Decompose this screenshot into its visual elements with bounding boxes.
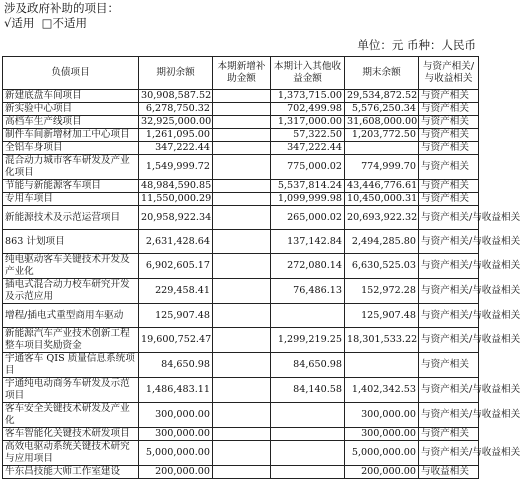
cell-category: 与资产相关/与收益相关 [419, 279, 479, 304]
cell-item: 高效电驱动系统关键技术研究与应用项目 [3, 441, 139, 466]
cell-to-income [271, 441, 345, 466]
cell-item: 增程/插电式重型商用车驱动 [3, 304, 139, 328]
cell-opening: 11,550,000.29 [139, 193, 213, 206]
cell-item: 插电式混合动力校车研究开发及示范应用 [3, 279, 139, 304]
cell-closing: 29,534,872.52 [345, 90, 419, 103]
table-row [3, 353, 479, 378]
cell-closing: 300,000.00 [345, 428, 419, 441]
header-new-subsidy: 本期新增补助金额 [213, 57, 271, 90]
cell-category: 与资产相关/与收益相关 [419, 378, 479, 403]
cell-closing: 774,999.70 [345, 155, 419, 180]
table-row [3, 193, 479, 206]
table-row [3, 279, 479, 304]
government-subsidy-table [2, 56, 520, 479]
cell-item: 新实验中心项目 [3, 103, 139, 116]
cell-closing: 200,000.00 [345, 466, 419, 479]
cell-category: 与资产相关/与收益相关 [419, 206, 479, 230]
cell-to-income [271, 428, 345, 441]
cell-new-subsidy [213, 353, 271, 378]
cell-item: 宇通纯电动商务车研发及示范项目 [3, 378, 139, 403]
applicability-options [4, 16, 87, 30]
cell-to-income: 1,099,999.98 [271, 193, 345, 206]
cell-new-subsidy [213, 155, 271, 180]
cell-to-income: 76,486.13 [271, 279, 345, 304]
cell-to-income [271, 403, 345, 428]
cell-category: 与资产相关 [419, 129, 479, 142]
cell-closing: 125,907.48 [345, 304, 419, 328]
cell-closing [345, 142, 419, 155]
cell-new-subsidy [213, 90, 271, 103]
cell-item: 客车智能化关键技术研发项目 [3, 428, 139, 441]
cell-category: 与资产相关 [419, 116, 479, 129]
cell-item: 专用车项目 [3, 193, 139, 206]
applicable-label: 适用 [11, 16, 35, 30]
cell-category: 与资产相关 [419, 428, 479, 441]
cell-new-subsidy [213, 103, 271, 116]
cell-to-income: 1,373,715.00 [271, 90, 345, 103]
header-category: 与资产相关/与收益相关 [419, 57, 479, 90]
cell-opening: 30,908,587.52 [139, 90, 213, 103]
cell-opening: 347,222.44 [139, 142, 213, 155]
table-row [3, 254, 479, 279]
table-row [3, 466, 479, 479]
cell-opening: 6,902,605.17 [139, 254, 213, 279]
cell-category: 与资产相关/与收益相关 [419, 304, 479, 328]
cell-opening: 48,984,590.85 [139, 180, 213, 193]
cell-to-income: 775,000.02 [271, 155, 345, 180]
cell-new-subsidy [213, 193, 271, 206]
cell-new-subsidy [213, 230, 271, 254]
cell-closing: 10,450,000.31 [345, 193, 419, 206]
cell-category: 与资产相关/与收益相关 [419, 230, 479, 254]
cell-closing: 5,576,250.34 [345, 103, 419, 116]
cell-opening: 6,278,750.32 [139, 103, 213, 116]
unit-currency-line: 单位：元 币种：人民币 [357, 38, 476, 52]
table-row [3, 180, 479, 193]
cell-opening: 300,000.00 [139, 428, 213, 441]
cell-opening: 1,486,483.11 [139, 378, 213, 403]
header-item: 负债项目 [3, 57, 139, 90]
not-applicable-label: 不适用 [52, 16, 88, 30]
cell-to-income: 84,140.58 [271, 378, 345, 403]
cell-item: 客车安全关键技术研发及产业化 [3, 403, 139, 428]
cell-item: 混合动力城市客车研发及产业化项目 [3, 155, 139, 180]
cell-closing: 300,000.00 [345, 403, 419, 428]
cell-new-subsidy [213, 466, 271, 479]
cell-closing: 1,402,342.53 [345, 378, 419, 403]
cell-category: 与资产相关 [419, 353, 479, 378]
cell-category: 与资产相关/与收益相关 [419, 441, 479, 466]
table-row [3, 378, 479, 403]
cell-to-income: 265,000.02 [271, 206, 345, 230]
cell-new-subsidy [213, 206, 271, 230]
cell-to-income: 347,222.44 [271, 142, 345, 155]
cell-closing: 2,494,285.80 [345, 230, 419, 254]
cell-item: 高档车生产线项目 [3, 116, 139, 129]
cell-category: 与资产相关/与收益相关 [419, 254, 479, 279]
cell-to-income: 272,080.14 [271, 254, 345, 279]
cell-new-subsidy [213, 129, 271, 142]
cell-new-subsidy [213, 279, 271, 304]
cell-category: 与资产相关 [419, 90, 479, 103]
cell-to-income: 137,142.84 [271, 230, 345, 254]
header-closing-balance: 期末余额 [345, 57, 419, 90]
cell-to-income: 1,299,219.25 [271, 328, 345, 353]
cell-opening: 5,000,000.00 [139, 441, 213, 466]
cell-new-subsidy [213, 378, 271, 403]
cell-to-income: 84,650.98 [271, 353, 345, 378]
cell-category: 与资产相关/与收益相关 [419, 328, 479, 353]
cell-to-income [271, 466, 345, 479]
cell-item: 新建底盘车间项目 [3, 90, 139, 103]
cell-item: 牛东昌技能大师工作室建设 [3, 466, 139, 479]
header-opening-balance: 期初余额 [139, 57, 213, 90]
cell-opening: 32,925,000.00 [139, 116, 213, 129]
table-row [3, 142, 479, 155]
cell-opening: 20,958,922.34 [139, 206, 213, 230]
table-body [3, 90, 520, 479]
cell-closing: 6,630,525.03 [345, 254, 419, 279]
cell-opening: 200,000.00 [139, 466, 213, 479]
checked-checkbox-icon: √ [4, 16, 12, 30]
cell-to-income: 1,317,000.00 [271, 116, 345, 129]
cell-opening: 1,549,999.72 [139, 155, 213, 180]
cell-item: 新能源技术及示范运营项目 [3, 206, 139, 230]
cell-new-subsidy [213, 116, 271, 129]
cell-item: 全铝车身项目 [3, 142, 139, 155]
cell-new-subsidy [213, 254, 271, 279]
cell-opening: 19,600,752.47 [139, 328, 213, 353]
unchecked-checkbox-icon: □ [41, 16, 53, 30]
table-header-row [3, 57, 479, 90]
cell-opening: 1,261,095.00 [139, 129, 213, 142]
cell-item: 863 计划项目 [3, 230, 139, 254]
cell-closing: 152,972.28 [345, 279, 419, 304]
cell-category: 与资产相关 [419, 142, 479, 155]
cell-category: 与资产相关 [419, 193, 479, 206]
table-row [3, 428, 479, 441]
cell-opening: 229,458.41 [139, 279, 213, 304]
table-row [3, 304, 479, 328]
cell-item: 新能源汽车产业技术创新工程整车项目奖励资金 [3, 328, 139, 353]
cell-new-subsidy [213, 142, 271, 155]
cell-item: 制件车间新增材加工中心项目 [3, 129, 139, 142]
cell-to-income: 702,499.98 [271, 103, 345, 116]
cell-opening: 2,631,428.64 [139, 230, 213, 254]
cell-closing: 18,301,533.22 [345, 328, 419, 353]
cell-closing [345, 353, 419, 378]
table-row [3, 206, 479, 230]
cell-item: 节能与新能源客车项目 [3, 180, 139, 193]
cell-item: 纯电驱动客车关键技术开发及产业化 [3, 254, 139, 279]
cell-to-income: 5,537,814.24 [271, 180, 345, 193]
table-row [3, 90, 479, 103]
cell-closing: 31,608,000.00 [345, 116, 419, 129]
cell-category: 与资产相关 [419, 180, 479, 193]
cell-item: 宇通客车 QIS 质量信息系统项目 [3, 353, 139, 378]
table-row [3, 441, 479, 466]
cell-closing: 43,446,776.61 [345, 180, 419, 193]
table-row [3, 403, 479, 428]
cell-closing: 5,000,000.00 [345, 441, 419, 466]
cell-new-subsidy [213, 441, 271, 466]
cell-new-subsidy [213, 403, 271, 428]
cell-new-subsidy [213, 304, 271, 328]
section-heading: 涉及政府补助的项目： [4, 1, 119, 15]
cell-to-income [271, 304, 345, 328]
cell-opening: 84,650.98 [139, 353, 213, 378]
cell-category: 与资产相关/与收益相关 [419, 403, 479, 428]
cell-category: 与资产相关 [419, 103, 479, 116]
cell-new-subsidy [213, 428, 271, 441]
cell-new-subsidy [213, 180, 271, 193]
cell-to-income: 57,322.50 [271, 129, 345, 142]
header-to-other-income: 本期计入其他收益金额 [271, 57, 345, 90]
table-row [3, 116, 479, 129]
cell-closing: 1,203,772.50 [345, 129, 419, 142]
table-row [3, 328, 479, 353]
cell-new-subsidy [213, 328, 271, 353]
table-row [3, 155, 479, 180]
cell-closing: 20,693,922.32 [345, 206, 419, 230]
cell-opening: 300,000.00 [139, 403, 213, 428]
table-row [3, 129, 479, 142]
table-row [3, 230, 479, 254]
cell-category: 与收益相关 [419, 466, 479, 479]
cell-opening: 125,907.48 [139, 304, 213, 328]
cell-category: 与资产相关 [419, 155, 479, 180]
table-row [3, 103, 479, 116]
